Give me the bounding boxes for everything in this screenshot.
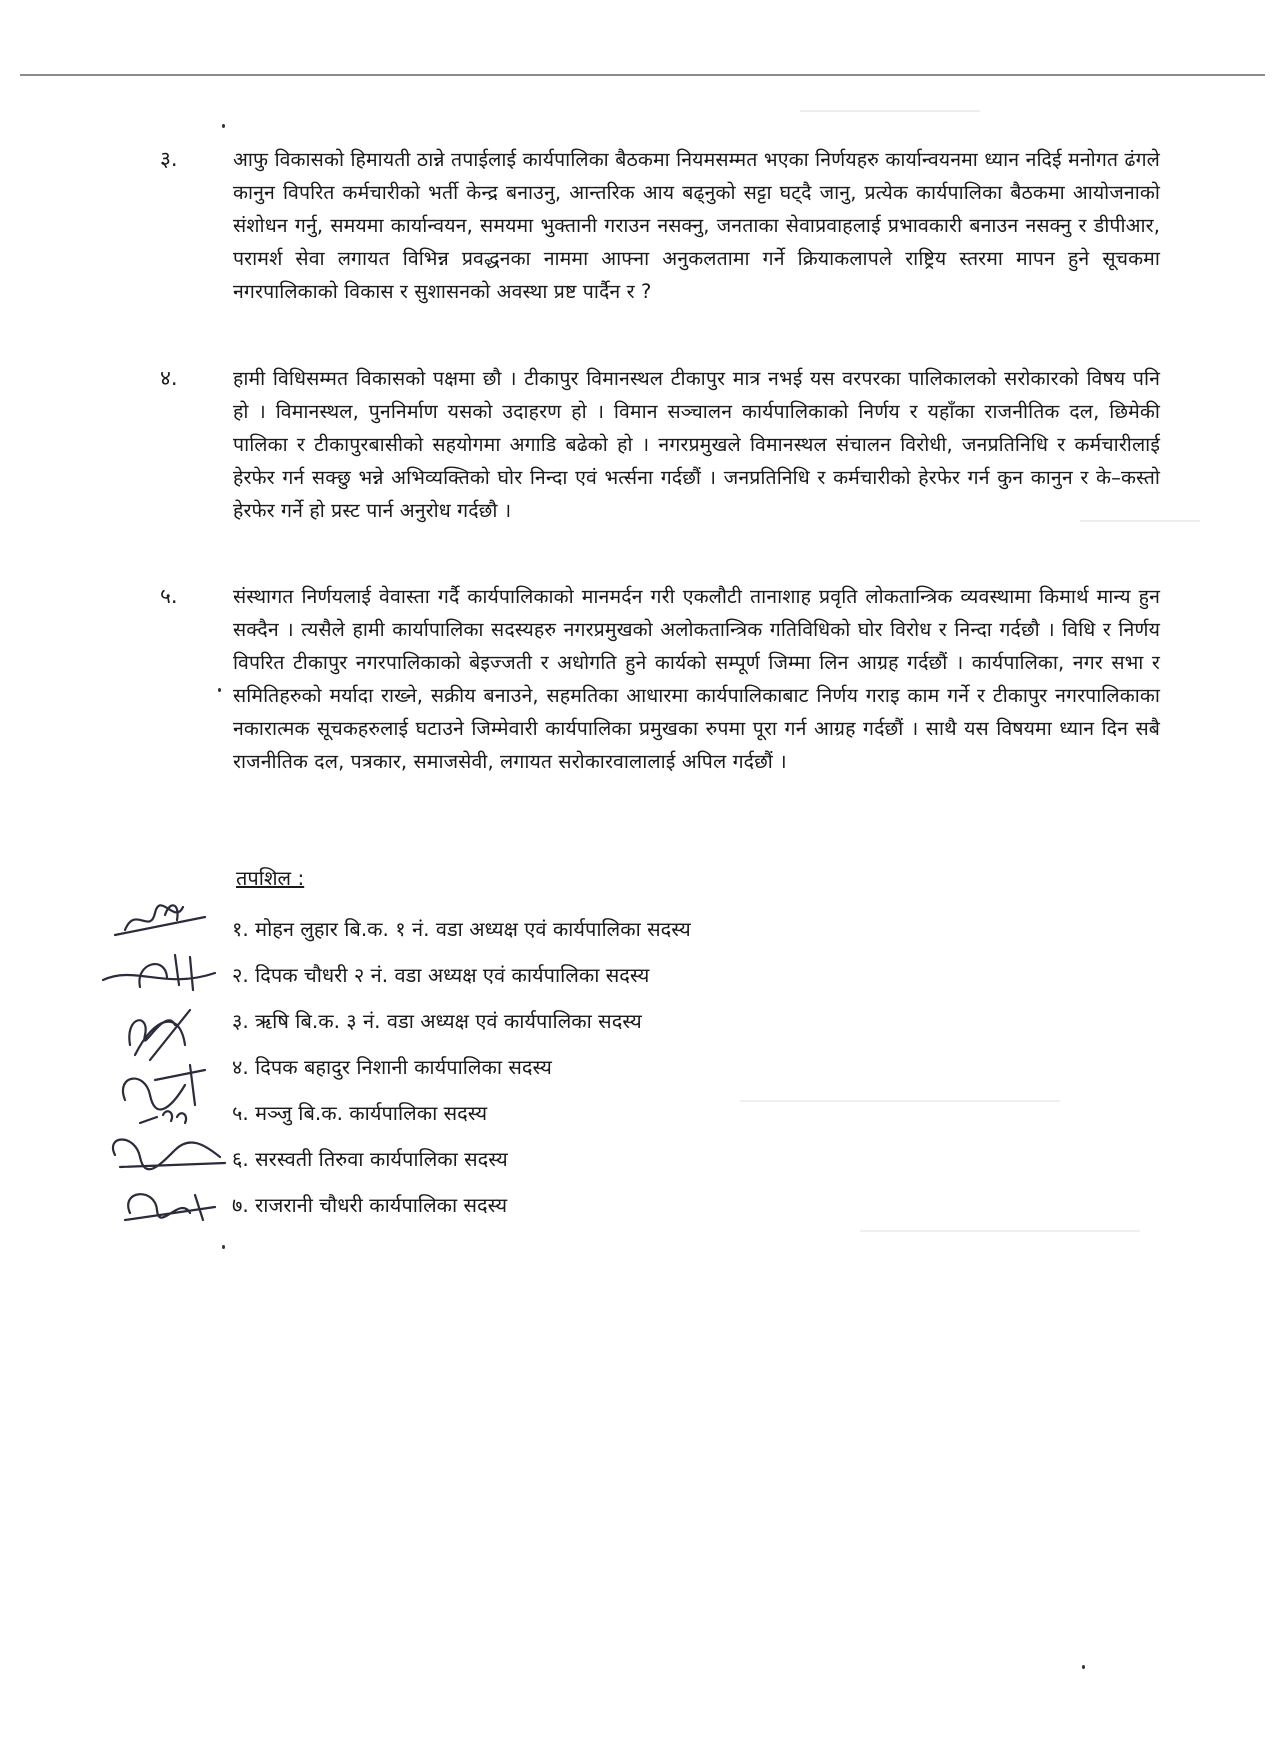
list-item: ७. राजरानी चौधरी कार्यपालिका सदस्य: [232, 1193, 508, 1217]
list-item: ४. दिपक बहादुर निशानी कार्यपालिका सदस्य: [232, 1055, 552, 1079]
scan-speck: [222, 1245, 225, 1249]
paragraph-number: ५.: [160, 584, 178, 608]
signature-7: [125, 1194, 215, 1220]
member-list: [232, 906, 691, 1228]
list-item: १. मोहन लुहार बि.क. १ नं. वडा अध्यक्ष एवं कार्यपालिका सदस्य: [232, 917, 691, 941]
paragraph-text: हामी विधिसम्मत विकासको पक्षमा छौ । टीकापुर विमानस्थल टीकापुर मात्र नभई यस वरपरका पालिकालको सरोकारको विषय पनि हो । विमानस्थल, पुननिर्माण यसको उदाहरण हो । विमान सञ्चालन कार्यपालिकाको निर्णय र यहाँका राजनीतिक दल, छिमेकी पालिका र टीकापुरबासीको सहयोगमा अगाडि बढेको हो । नगरप्रमुखले विमानस्थल संचालन विरोधी, जनप्रतिनिधि र कर्मचारीलाई हेरफेर गर्न सक्छु भन्ने अभिव्यक्तिको घोर निन्दा एवं भर्त्सना गर्दछौं । जनप्रतिनिधि र कर्मचारीको हेरफेर गर्न कुन कानुन र के–कस्तो हेरफेर गर्ने हो प्रस्ट पार्न अनुरोध गर्दछौ ।: [233, 367, 1160, 522]
paragraph-5: [160, 580, 1160, 778]
paragraph-number: ३.: [160, 147, 178, 171]
paragraph-3: [160, 143, 1160, 308]
paragraph-text: संस्थागत निर्णयलाई वेवास्ता गर्दै कार्यपालिकाको मानमर्दन गरी एकलौटी तानाशाह प्रवृति लोकतान्त्रिक व्यवस्थामा किमार्थ मान्य हुन सक्दैन । त्यसैले हामी कार्यापालिका सदस्यहरु नगरप्रमुखको अलोकतान्त्रिक गतिविधिको घोर विरोध र निन्दा गर्दछौ । विधि र निर्णय विपरित टीकापुर नगरपालिकाको बेइज्जती र अधोगति हुने कार्यको सम्पूर्ण जिम्मा लिन आग्रह गर्दछौं । कार्यपालिका, नगर सभा र समितिहरुको मर्यादा राख्ने, सक्रीय बनाउने, सहमतिका आधारमा कार्यपालिकाबाट निर्णय गराइ काम गर्ने र टीकापुर नगरपालिकाका नकारात्मक सूचकहरुलाई घटाउने जिम्मेवारी कार्यपालिका प्रमुखका रुपमा पूरा गर्न आग्रह गर्दछौं । साथै यस विषयमा ध्यान दिन सबै राजनीतिक दल, पत्रकार, समाजसेवी, लगायत सरोकारवालालाई अपिल गर्दछौं ।: [233, 585, 1160, 773]
signature-1: [115, 905, 205, 935]
list-item: ६. सरस्वती तिरुवा कार्यपालिका सदस्य: [232, 1147, 508, 1171]
top-rule: [20, 74, 1265, 76]
scan-speck: [1082, 1665, 1085, 1669]
paragraph-4: [160, 362, 1160, 527]
paragraph-number: ४.: [160, 366, 178, 390]
scan-speck: [222, 124, 225, 128]
list-item: ३. ऋषि बि.क. ३ नं. वडा अध्यक्ष एवं कार्यपालिका सदस्य: [232, 1009, 642, 1033]
signature-3: [129, 1010, 190, 1060]
list-item: २. दिपक चौधरी २ नं. वडा अध्यक्ष एवं कार्यपालिका सदस्य: [232, 963, 650, 987]
signatures-column: [95, 895, 275, 1255]
scan-speck: [218, 688, 221, 692]
paragraph-text: आफु विकासको हिमायती ठान्ने तपाईलाई कार्यपालिका बैठकमा नियमसम्मत भएका निर्णयहरु कार्यान्वयनमा ध्यान नदिई मनोगत ढंगले कानुन विपरित कर्मचारीको भर्ती केन्द्र बनाउनु, आन्तरिक आय बढ्नुको सट्टा घट्दै जानु, प्रत्येक कार्यपालिका बैठकमा आयोजनाको संशोधन गर्नु, समयमा कार्यान्वयन, समयमा भुक्तानी गराउन नसक्नु, जनताका सेवाप्रवाहलाई प्रभावकारी बनाउन नसक्नु र डीपीआर, परामर्श सेवा लगायत विभिन्न प्रवद्धनका नाममा आफ्ना अनुकलतामा गर्ने क्रियाकलापले राष्ट्रिय स्तरमा मापन हुने सूचकमा नगरपालिकाको विकास र सुशासनको अवस्था प्रष्ट पार्दैन र ?: [233, 148, 1160, 303]
bleed-through-mark: [740, 1100, 1060, 1102]
signature-5: [140, 1111, 186, 1123]
bleed-through-mark: [860, 1230, 1140, 1232]
tapasil-heading: तपशिल :: [236, 866, 305, 890]
signature-6: [113, 1140, 225, 1170]
signature-4: [123, 1065, 205, 1109]
bleed-through-mark: [800, 110, 980, 112]
signature-2: [103, 955, 215, 990]
list-item: ५. मञ्जु बि.क. कार्यपालिका सदस्य: [232, 1101, 488, 1125]
